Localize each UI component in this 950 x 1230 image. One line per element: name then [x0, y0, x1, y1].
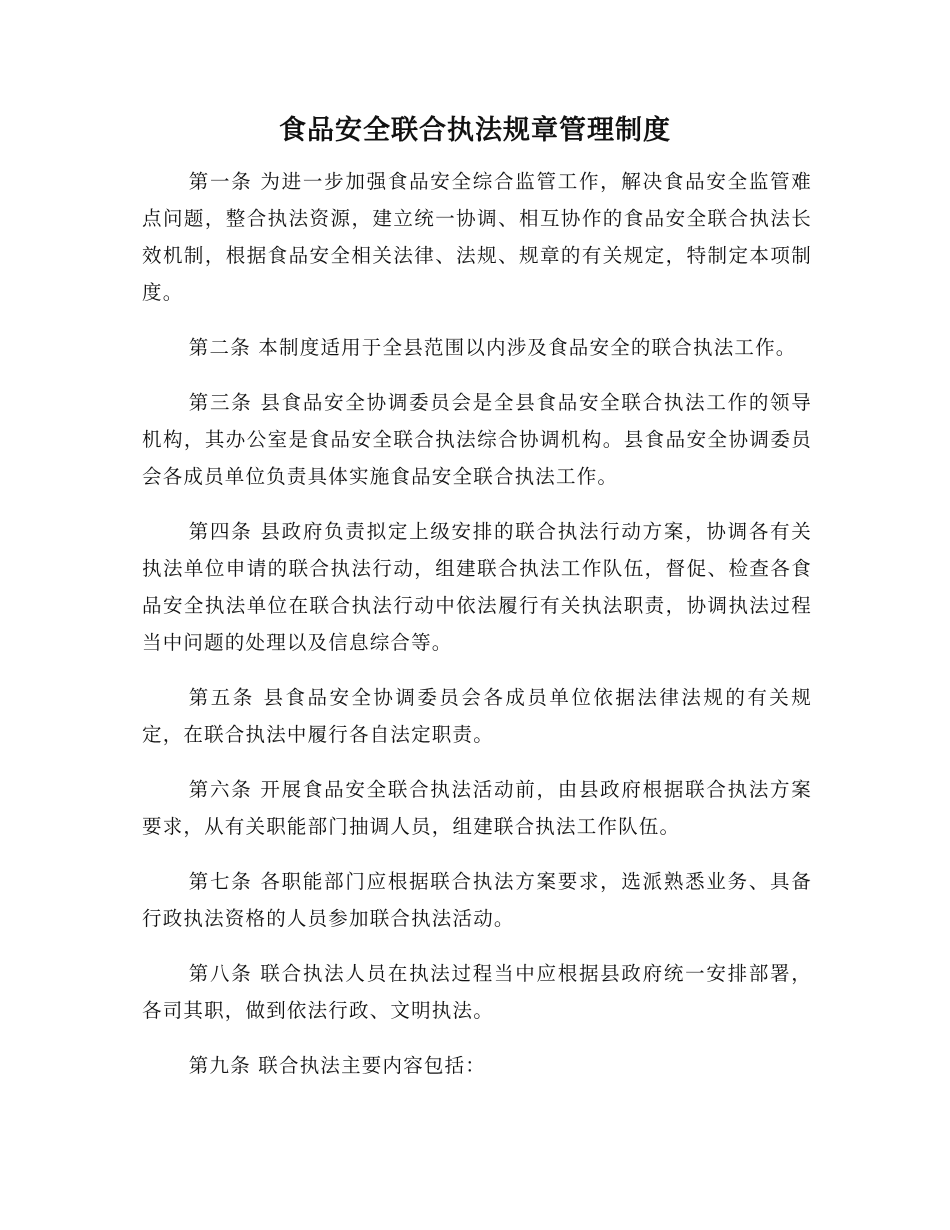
article-6-paragraph: 第六条 开展食品安全联合执法活动前，由县政府根据联合执法方案要求，从有关职能部门抽调人员，组建联合执法工作队伍。	[142, 778, 812, 838]
article-8-paragraph: 第八条 联合执法人员在执法过程当中应根据县政府统一安排部署，各司其职，做到依法行政、文明执法。	[142, 962, 812, 1022]
document-body	[142, 163, 812, 1102]
article-1-paragraph: 第一条 为进一步加强食品安全综合监管工作，解决食品安全监管难点问题，整合执法资源，建立统一协调、相互协作的食品安全联合执法长效机制，根据食品安全相关法律、法规、规章的有关规定，特制定本项制度。	[142, 170, 812, 304]
article-4-paragraph: 第四条 县政府负责拟定上级安排的联合执法行动方案，协调各有关执法单位申请的联合执法行动，组建联合执法工作队伍，督促、检查各食品安全执法单位在联合执法行动中依法履行有关执法职责，协调执法过程当中问题的处理以及信息综合等。	[142, 520, 812, 654]
document-title: 食品安全联合执法规章管理制度	[279, 115, 671, 146]
article-5-paragraph: 第五条 县食品安全协调委员会各成员单位依据法律法规的有关规定，在联合执法中履行各自法定职责。	[142, 686, 812, 746]
article-2-paragraph: 第二条 本制度适用于全县范围以内涉及食品安全的联合执法工作。	[188, 336, 797, 359]
article-7-paragraph: 第七条 各职能部门应根据联合执法方案要求，选派熟悉业务、具备行政执法资格的人员参加联合执法活动。	[142, 870, 812, 930]
article-3-paragraph: 第三条 县食品安全协调委员会是全县食品安全联合执法工作的领导机构，其办公室是食品安全联合执法综合协调机构。县食品安全协调委员会各成员单位负责具体实施食品安全联合执法工作。	[142, 391, 812, 488]
article-9-paragraph: 第九条 联合执法主要内容包括：	[188, 1054, 486, 1077]
